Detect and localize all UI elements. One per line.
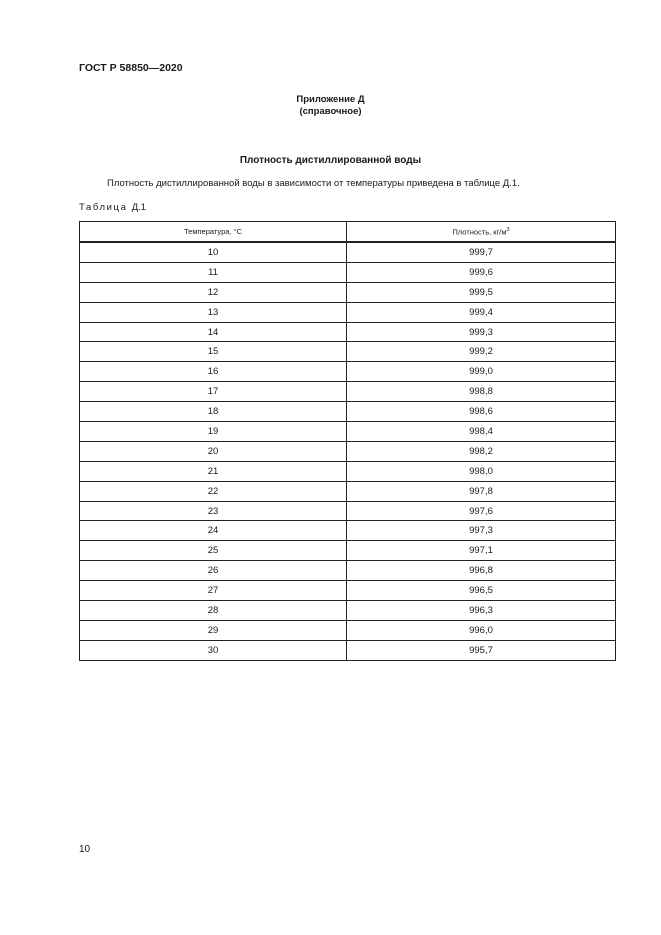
table-row [80,402,616,422]
temperature-cell: 19 [80,422,347,442]
appendix-title: Плотность дистиллированной воды [239,155,422,166]
temperature-cell: 18 [80,402,347,422]
appendix-label: Приложение Д [296,94,365,105]
table-row [80,601,616,621]
density-cell: 999,4 [347,302,616,322]
table-row [80,501,616,521]
table-row [80,322,616,342]
table-row [80,521,616,541]
density-cell: 999,0 [347,362,616,382]
temperature-cell: 28 [80,601,347,621]
table-row [80,640,616,660]
density-cell: 997,3 [347,521,616,541]
header-temperature: Температура, °С [80,222,347,243]
temperature-cell: 12 [80,282,347,302]
temperature-cell: 20 [80,441,347,461]
density-cell: 998,6 [347,402,616,422]
temperature-cell: 27 [80,581,347,601]
temperature-cell: 16 [80,362,347,382]
table-row [80,461,616,481]
table-row [80,581,616,601]
table-row [80,342,616,362]
table-row [80,362,616,382]
appendix-type: (справочное) [299,106,362,117]
temperature-cell: 23 [80,501,347,521]
temperature-cell: 24 [80,521,347,541]
density-cell: 997,8 [347,481,616,501]
table-label-number: Д.1 [131,202,147,213]
table-row [80,382,616,402]
density-cell: 997,6 [347,501,616,521]
density-cell: 996,3 [347,601,616,621]
temperature-cell: 11 [80,262,347,282]
header-density [347,222,616,243]
intro-paragraph: Плотность дистиллированной воды в зависимости от температуры приведена в таблице Д.1. [107,178,520,189]
density-cell: 996,5 [347,581,616,601]
density-cell: 999,3 [347,322,616,342]
density-cell: 998,8 [347,382,616,402]
density-cell: 995,7 [347,640,616,660]
density-cell: 996,0 [347,620,616,640]
table-row [80,441,616,461]
temperature-cell: 15 [80,342,347,362]
table-row [80,422,616,442]
temperature-cell: 26 [80,561,347,581]
density-cell: 999,7 [347,242,616,262]
density-cell: 998,2 [347,441,616,461]
table-label [79,202,146,213]
table-row [80,282,616,302]
table-row [80,481,616,501]
density-cell: 996,8 [347,561,616,581]
header-density-superscript: 3 [506,226,510,233]
table-row [80,541,616,561]
table-row [80,302,616,322]
temperature-cell: 10 [80,242,347,262]
document-code: ГОСТ Р 58850—2020 [79,62,183,74]
density-table [79,221,616,661]
density-cell: 999,2 [347,342,616,362]
table-row [80,262,616,282]
appendix-heading [0,94,661,118]
temperature-cell: 14 [80,322,347,342]
temperature-cell: 22 [80,481,347,501]
temperature-cell: 21 [80,461,347,481]
density-cell: 999,5 [347,282,616,302]
temperature-cell: 17 [80,382,347,402]
temperature-cell: 29 [80,620,347,640]
temperature-cell: 13 [80,302,347,322]
table-row [80,620,616,640]
page-number: 10 [79,844,91,855]
density-cell: 999,6 [347,262,616,282]
table-header-row [80,222,616,243]
temperature-cell: 30 [80,640,347,660]
header-density-text: Плотность, кг/м [452,227,507,237]
table-row [80,242,616,262]
temperature-cell: 25 [80,541,347,561]
density-cell: 998,4 [347,422,616,442]
density-cell: 997,1 [347,541,616,561]
table-row [80,561,616,581]
density-cell: 998,0 [347,461,616,481]
table-label-word: Таблица [79,202,128,213]
table-body [80,242,616,660]
